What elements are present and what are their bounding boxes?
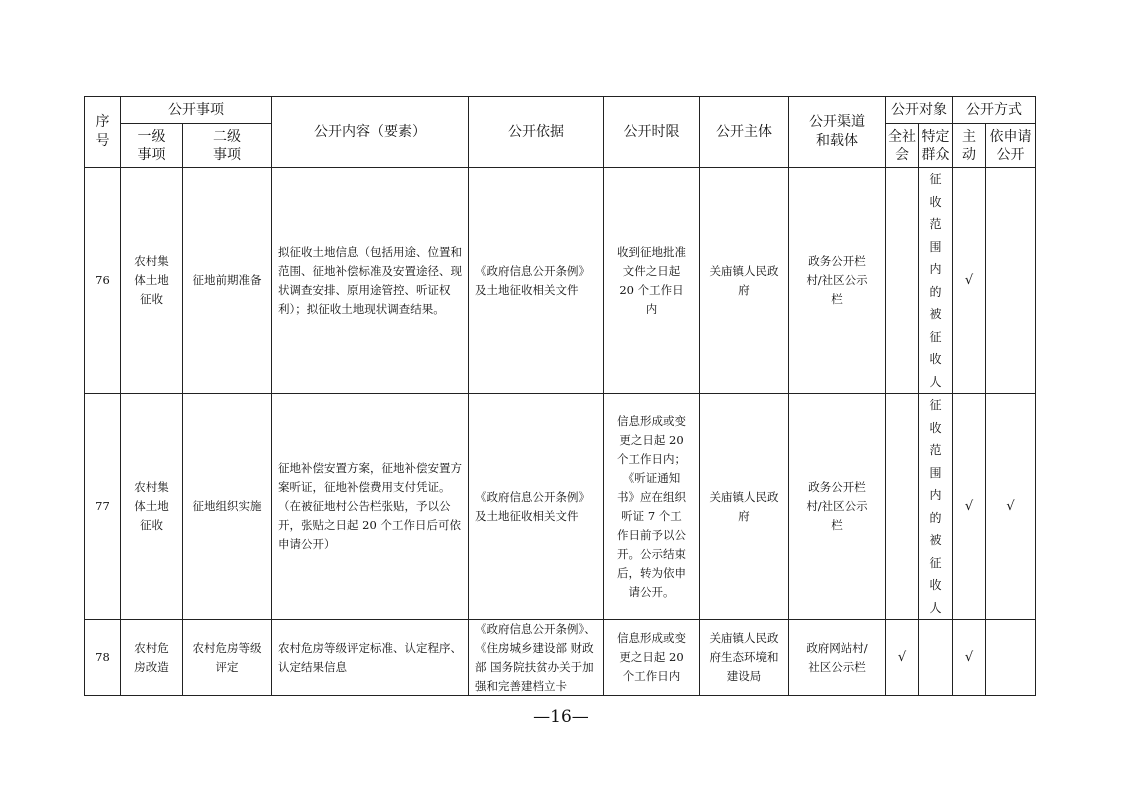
row-seq: 77 — [85, 394, 121, 620]
row-channel: 政务公开栏村/社区公示栏 — [789, 168, 886, 394]
header-target-specific: 特定群众 — [919, 124, 953, 168]
page-number: —16— — [533, 707, 589, 727]
row-content: 农村危房等级评定标准、认定程序、认定结果信息 — [272, 620, 469, 696]
row-level1: 农村危房改造 — [121, 620, 183, 696]
row-basis: 《政府信息公开条例》及土地征收相关文件 — [469, 168, 604, 394]
table-row — [85, 168, 1036, 394]
row-target-specific: 征收范围内的被征收人 — [919, 168, 953, 394]
header-method-request: 依申请公开 — [986, 124, 1036, 168]
row-method-request: √ — [986, 394, 1036, 620]
row-level2: 征地前期准备 — [183, 168, 272, 394]
row-method-active: √ — [953, 394, 986, 620]
row-seq: 76 — [85, 168, 121, 394]
row-target-all: √ — [886, 620, 919, 696]
row-method-request — [986, 168, 1036, 394]
row-target-all — [886, 168, 919, 394]
row-level2: 征地组织实施 — [183, 394, 272, 620]
row-content: 征地补偿安置方案，征地补偿安置方案听证，征地补偿费用支付凭证。（在被征地村公告栏张贴，予以公开，张贴之日起 20 个工作日后可依申请公开） — [272, 394, 469, 620]
row-level1: 农村集体土地征收 — [121, 394, 183, 620]
header-row-1 — [85, 97, 1036, 124]
header-target-all: 全社会 — [886, 124, 919, 168]
row-method-request — [986, 620, 1036, 696]
row-time-limit: 收到征地批准文件之日起 20 个工作日内 — [604, 168, 700, 394]
row-basis: 《政府信息公开条例》、《住房城乡建设部 财政部 国务院扶贫办关于加强和完善建档立卡 — [469, 620, 604, 696]
header-basis: 公开依据 — [469, 97, 604, 168]
row-target-specific: 征收范围内的被征收人 — [919, 394, 953, 620]
row-target-specific — [919, 620, 953, 696]
row-target-all — [886, 394, 919, 620]
row-method-active: √ — [953, 620, 986, 696]
row-subject: 关庙镇人民政府 — [700, 394, 789, 620]
row-time-limit: 信息形成或变更之日起 20 个工作日内 — [604, 620, 700, 696]
row-seq: 78 — [85, 620, 121, 696]
header-subject: 公开主体 — [700, 97, 789, 168]
header-channel: 公开渠道和载体 — [789, 97, 886, 168]
header-level2: 二级事项 — [183, 124, 272, 168]
header-target-group: 公开对象 — [886, 97, 953, 124]
row-subject: 关庙镇人民政府生态环境和建设局 — [700, 620, 789, 696]
header-method-active: 主动 — [953, 124, 986, 168]
row-level2: 农村危房等级评定 — [183, 620, 272, 696]
row-channel: 政府网站村/社区公示栏 — [789, 620, 886, 696]
table-row — [85, 620, 1036, 696]
row-channel: 政务公开栏村/社区公示栏 — [789, 394, 886, 620]
header-method-group: 公开方式 — [953, 97, 1036, 124]
disclosure-table — [84, 96, 1036, 696]
row-subject: 关庙镇人民政府 — [700, 168, 789, 394]
row-method-active: √ — [953, 168, 986, 394]
header-seq: 序号 — [85, 97, 121, 168]
header-items-group: 公开事项 — [121, 97, 272, 124]
header-content: 公开内容（要素） — [272, 97, 469, 168]
header-time-limit: 公开时限 — [604, 97, 700, 168]
table-row — [85, 394, 1036, 620]
row-basis: 《政府信息公开条例》及土地征收相关文件 — [469, 394, 604, 620]
row-content: 拟征收土地信息（包括用途、位置和范围、征地补偿标准及安置途径、现状调查安排、原用途管控、听证权利）；拟征收土地现状调查结果。 — [272, 168, 469, 394]
row-level1: 农村集体土地征收 — [121, 168, 183, 394]
row-time-limit: 信息形成或变更之日起 20 个工作日内；《听证通知书》应在组织听证 7 个工作日前予以公开。公示结束后，转为依申请公开。 — [604, 394, 700, 620]
header-level1: 一级事项 — [121, 124, 183, 168]
